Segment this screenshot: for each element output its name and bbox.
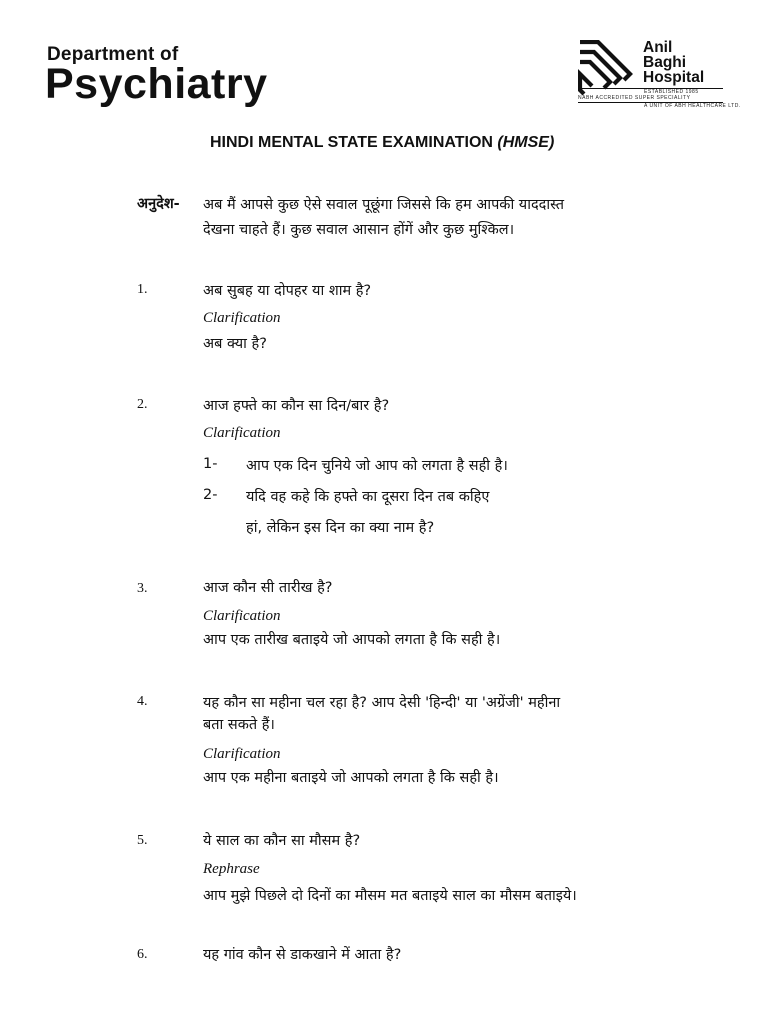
clarification-label: Clarification — [203, 425, 281, 441]
question-text: ये साल का कौन सा मौसम है? — [203, 833, 361, 849]
rephrase-label: Rephrase — [203, 861, 260, 877]
question-number: 1. — [137, 282, 148, 297]
question-number: 6. — [137, 947, 148, 962]
question-text: बता सकते हैं। — [203, 717, 275, 733]
sub-item-text: हां, लेकिन इस दिन का क्या नाम है? — [246, 520, 435, 536]
question-text: आज कौन सी तारीख है? — [203, 580, 333, 596]
clarification-label: Clarification — [203, 746, 281, 762]
clarification-text: आप एक महीना बताइये जो आपको लगता है कि सही है। — [203, 770, 499, 786]
title-abbreviation: (HMSE) — [497, 134, 555, 151]
question-number: 5. — [137, 833, 148, 848]
instruction-label: अनुदेश- — [137, 196, 180, 212]
sub-item-text: यदि वह कहे कि हफ्ते का दूसरा दिन तब कहिए — [246, 489, 490, 505]
question-text: यह गांव कौन से डाकखाने में आता है? — [203, 947, 402, 963]
hospital-logo — [578, 39, 741, 114]
rephrase-text: आप मुझे पिछले दो दिनों का मौसम मत बताइये साल का मौसम बताइये। — [203, 888, 577, 904]
logo-established: ESTABLISHED 1985 — [644, 89, 699, 95]
question-text: अब सुबह या दोपहर या शाम है? — [203, 283, 372, 299]
question-number: 3. — [137, 581, 148, 596]
clarification-text: आप एक तारीख बताइये जो आपको लगता है कि सही है। — [203, 632, 501, 648]
clarification-label: Clarification — [203, 310, 281, 326]
question-number: 4. — [137, 694, 148, 709]
sub-item-number: 1- — [203, 456, 218, 472]
question-text: आज हफ्ते का कौन सा दिन/बार है? — [203, 398, 390, 414]
instruction-line: अब मैं आपसे कुछ ऐसे सवाल पूछूंगा जिससे कि हम आपकी याददास्त — [203, 197, 565, 213]
question-number: 2. — [137, 397, 148, 412]
clarification-label: Clarification — [203, 608, 281, 624]
clarification-text: अब क्या है? — [203, 336, 267, 352]
department-label: Department of — [47, 44, 179, 65]
hospital-name-line: Baghi — [643, 54, 687, 71]
sub-item-text: आप एक दिन चुनिये जो आप को लगता है सही है। — [246, 458, 508, 474]
logo-unit: A UNIT OF ABH HEALTHCARE LTD. — [644, 103, 741, 109]
hospital-name-line: Hospital — [643, 69, 705, 86]
question-text: यह कौन सा महीना चल रहा है? आप देसी 'हिन्दी' या 'अग्रेंजी' महीना — [203, 695, 561, 711]
sub-item-number: 2- — [203, 487, 218, 503]
document-title — [210, 134, 554, 152]
hospital-name-line: Anil — [643, 39, 673, 56]
hospital-name — [643, 40, 704, 85]
logo-accreditation: NABH ACCREDITED SUPER SPECIALITY — [578, 95, 691, 101]
title-text: HINDI MENTAL STATE EXAMINATION — [210, 134, 493, 151]
department-name: Psychiatry — [45, 60, 268, 108]
instruction-line: देखना चाहते हैं। कुछ सवाल आसान होंगें और कुछ मुश्किल। — [203, 222, 515, 238]
